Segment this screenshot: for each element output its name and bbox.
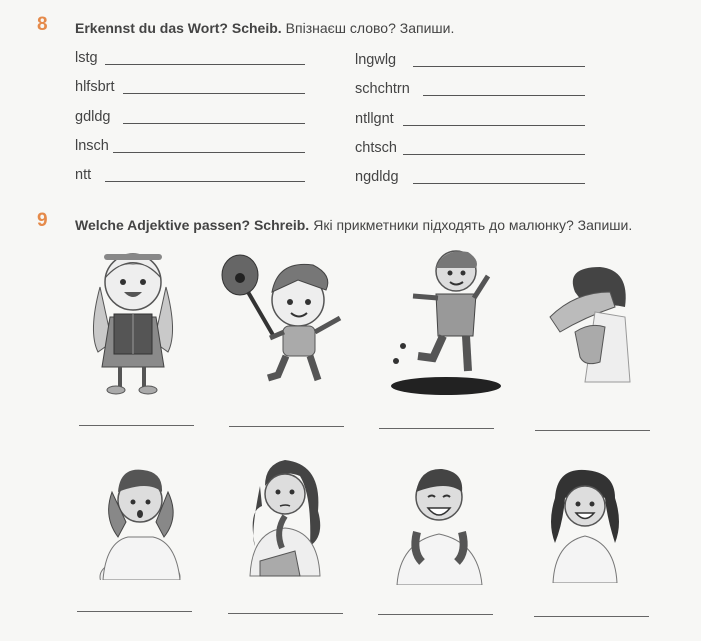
boy-with-guitar-icon (218, 250, 353, 395)
exercise-9-title-uk: Які прикметники підходять до малюнку? Запиши. (313, 217, 633, 233)
girl-holding-book-icon (78, 242, 188, 397)
answer-line-left-2[interactable] (123, 93, 305, 94)
exercise-9-title-de: Welche Adjektive passen? Schreib. (75, 217, 310, 233)
exercise-9-instruction (75, 217, 632, 233)
answer-line-picture-2[interactable] (229, 426, 344, 427)
word-left-5: ntt (75, 167, 92, 183)
word-right-1: lngwlg (355, 52, 397, 68)
exercise-8-title-de: Erkennst du das Wort? Scheib. (75, 20, 282, 36)
exercise-9-number: 9 (37, 210, 48, 231)
answer-line-picture-6[interactable] (228, 613, 343, 614)
answer-line-right-5[interactable] (413, 183, 585, 184)
smiling-girl-icon (545, 468, 625, 583)
answer-line-picture-1[interactable] (79, 425, 194, 426)
exercise-8-title-uk: Впізнаєш слово? Запиши. (285, 20, 455, 36)
answer-line-left-5[interactable] (105, 181, 305, 182)
exercise-8-number: 8 (37, 14, 48, 35)
exercise-8-instruction (75, 20, 454, 36)
answer-line-left-1[interactable] (105, 64, 305, 65)
answer-line-picture-5[interactable] (77, 611, 192, 612)
answer-line-picture-8[interactable] (534, 616, 649, 617)
answer-line-picture-7[interactable] (378, 614, 493, 615)
person-hiding-face-icon (545, 262, 635, 387)
word-right-4: chtsch (355, 140, 397, 156)
word-right-3: ntllgnt (355, 111, 394, 127)
word-right-5: ngdldg (355, 169, 399, 185)
laughing-man-icon (392, 462, 487, 585)
answer-line-right-4[interactable] (403, 154, 585, 155)
worried-boy-icon (98, 462, 183, 580)
answer-line-right-3[interactable] (403, 125, 585, 126)
answer-line-left-4[interactable] (113, 152, 305, 153)
answer-line-right-1[interactable] (413, 66, 585, 67)
word-left-4: lnsch (75, 138, 109, 154)
word-left-3: gdldg (75, 109, 111, 125)
boy-jumping-in-mud-icon (388, 246, 503, 396)
answer-line-picture-4[interactable] (535, 430, 650, 431)
answer-line-left-3[interactable] (123, 123, 305, 124)
word-left-2: hlfsbrt (75, 79, 115, 95)
answer-line-right-2[interactable] (423, 95, 585, 96)
word-left-1: lstg (75, 50, 98, 66)
answer-line-picture-3[interactable] (379, 428, 494, 429)
word-right-2: schchtrn (355, 81, 410, 97)
thinking-girl-icon (240, 456, 325, 581)
